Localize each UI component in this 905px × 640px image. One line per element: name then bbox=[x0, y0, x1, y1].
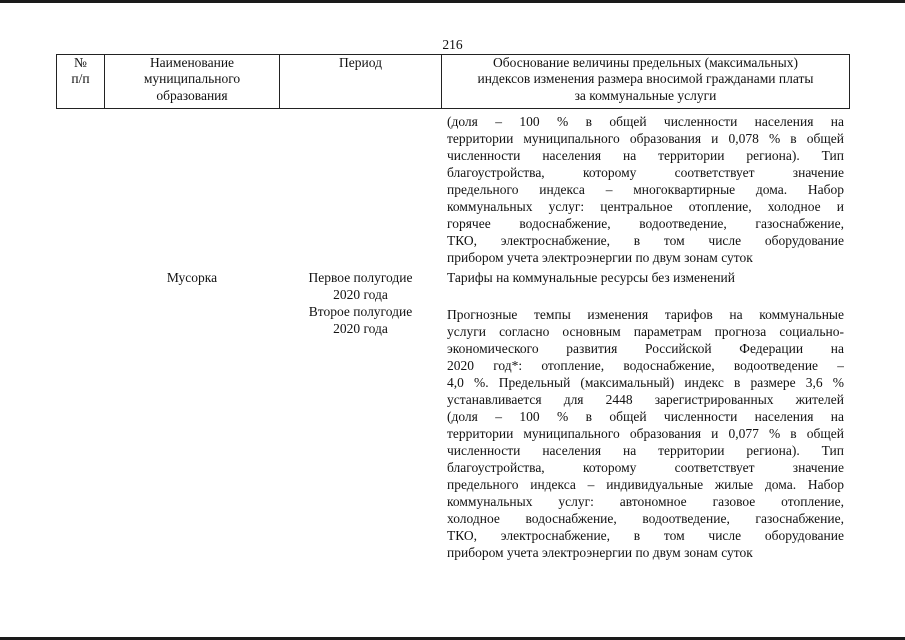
continued-paragraph-line: (доля – 100 % в общей численности населения на bbox=[447, 114, 844, 129]
header-col-period bbox=[280, 55, 441, 71]
period-second-half-justification bbox=[447, 306, 844, 561]
second-half-justification-line: численности населения на территории региона). Тип bbox=[447, 443, 844, 458]
second-half-justification-line: 4,0 %. Предельный (максимальный) индекс в размере 3,6 % bbox=[447, 375, 844, 390]
header-bottom-border bbox=[56, 108, 850, 109]
period-second-half bbox=[280, 303, 441, 337]
header-col-reason-line1: Обоснование величины предельных (максимальных) bbox=[493, 55, 798, 70]
continued-paragraph-line: ТКО, электроснабжение, в том числе оборудование bbox=[447, 233, 844, 248]
period-first-half bbox=[280, 269, 441, 303]
period-first-half-line2: 2020 года bbox=[333, 287, 388, 302]
continued-paragraph bbox=[447, 113, 844, 266]
continued-paragraph-line: прибором учета электроэнергии по двум зонам суток bbox=[447, 250, 753, 265]
period-first-half-line1: Первое полугодие bbox=[308, 270, 413, 285]
continued-paragraph-line: коммунальных услуг: центральное отопление, холодное и bbox=[447, 199, 844, 214]
second-half-justification-line: 2020 год*: отопление, водоснабжение, водоотведение – bbox=[447, 358, 844, 373]
continued-paragraph-line: численности населения на территории региона). Тип bbox=[447, 148, 844, 163]
header-col-municipality-line2: муниципального bbox=[143, 71, 241, 87]
header-col-municipality bbox=[105, 55, 279, 104]
continued-paragraph-line: благоустройства, которому соответствует значение bbox=[447, 165, 844, 180]
scan-top-edge bbox=[0, 0, 905, 3]
period-second-half-line1: Второе полугодие bbox=[308, 304, 413, 319]
header-col-number-line1: № bbox=[74, 55, 87, 70]
second-half-justification-line: благоустройства, которому соответствует значение bbox=[447, 460, 844, 475]
continued-paragraph-line: горячее водоснабжение, водоотведение, газоснабжение, bbox=[447, 216, 844, 231]
header-col-municipality-line1: Наименование bbox=[149, 55, 235, 70]
header-col-number-line2: п/п bbox=[71, 71, 90, 87]
second-half-justification-line: экономического развития Российской Федерации на bbox=[447, 341, 844, 356]
second-half-justification-line: коммунальных услуг: автономное газовое отопление, bbox=[447, 494, 844, 509]
header-col-reason-line3: за коммунальные услуги bbox=[574, 87, 717, 103]
second-half-justification-line: холодное водоснабжение, водоотведение, газоснабжение, bbox=[447, 511, 844, 526]
second-half-justification-line: (доля – 100 % в общей численности населения на bbox=[447, 409, 844, 424]
header-col-period-label: Период bbox=[339, 55, 382, 70]
period-second-half-line2: 2020 года bbox=[333, 321, 388, 336]
period-first-half-justification: Тарифы на коммунальные ресурсы без изменений bbox=[447, 270, 735, 285]
header-col-reason-line2: индексов изменения размера вносимой гражданами платы bbox=[477, 71, 814, 87]
header-col-reason bbox=[442, 55, 849, 104]
second-half-justification-line: Прогнозные темпы изменения тарифов на коммунальные bbox=[447, 307, 844, 322]
second-half-justification-line: услуги согласно основным параметрам прогноза социально- bbox=[447, 324, 844, 339]
second-half-justification-line: предельного индекса – индивидуальные жилые дома. Набор bbox=[447, 477, 844, 492]
continued-paragraph-line: предельного индекса – многоквартирные дома. Набор bbox=[447, 182, 844, 197]
municipality-name: Мусорка bbox=[166, 270, 218, 285]
second-half-justification-line: устанавливается для 2448 зарегистрированных жителей bbox=[447, 392, 844, 407]
continued-paragraph-line: территории муниципального образования и 0,078 % в общей bbox=[447, 131, 844, 146]
header-col-municipality-line3: образования bbox=[156, 87, 228, 103]
header-border-right bbox=[849, 54, 850, 109]
second-half-justification-line: территории муниципального образования и 0,077 % в общей bbox=[447, 426, 844, 441]
second-half-justification-line: прибором учета электроэнергии по двум зонам суток bbox=[447, 545, 753, 560]
second-half-justification-line: ТКО, электроснабжение, в том числе оборудование bbox=[447, 528, 844, 543]
page-number: 216 bbox=[442, 37, 463, 52]
header-col-number bbox=[57, 55, 104, 88]
